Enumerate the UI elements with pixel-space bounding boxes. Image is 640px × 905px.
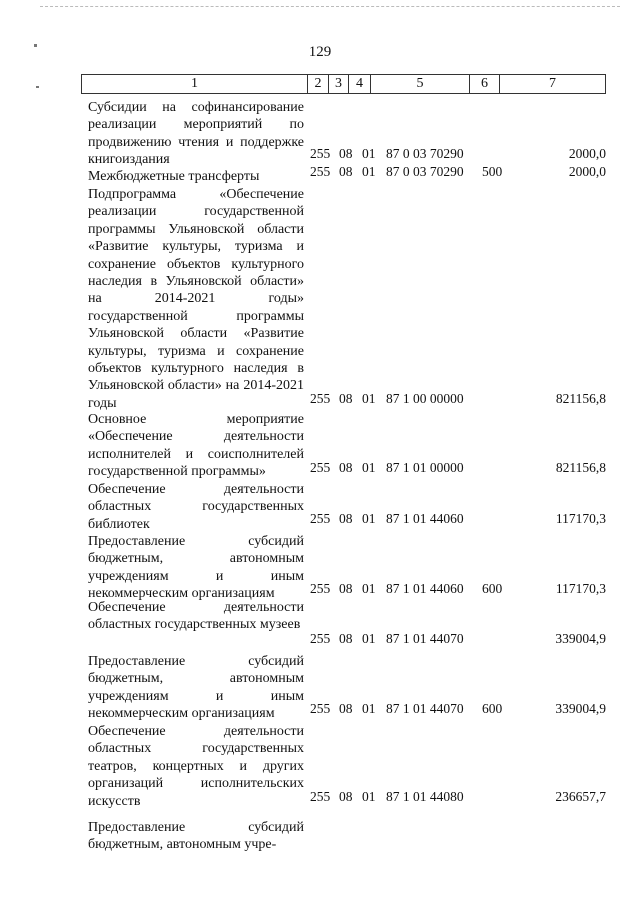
row-codes (310, 460, 512, 476)
row-codes (310, 146, 512, 162)
row-name: Обеспечение деятельности областных государственных театров, концертных и других организаций исполнительских искусств (88, 724, 304, 809)
header-col-3: 3 (329, 75, 349, 93)
code-rz: 08 (339, 701, 353, 716)
code-csr: 87 1 01 44080 (386, 789, 464, 804)
row-amount: 339004,9 (555, 701, 606, 716)
code-pr: 01 (362, 581, 376, 596)
code-rz: 08 (339, 631, 353, 646)
row-amount: 2000,0 (568, 146, 606, 161)
header-col-2: 2 (308, 75, 329, 93)
code-rz: 08 (339, 511, 353, 526)
scan-speck (36, 86, 39, 88)
header-col-7: 7 (549, 76, 556, 91)
code-csr: 87 1 01 00000 (386, 460, 464, 475)
row-name: Предоставление субсидий бюджетным, автономным учре- (88, 820, 304, 853)
code-rz: 08 (339, 460, 353, 475)
code-gr: 255 (310, 391, 331, 406)
code-csr: 87 1 01 44060 (386, 581, 464, 596)
code-gr: 255 (310, 164, 331, 179)
code-csr: 87 1 01 44070 (386, 701, 464, 716)
row-name: Межбюджетные трансферты (88, 169, 260, 184)
code-pr: 01 (362, 789, 376, 804)
row-name: Подпрограмма «Обеспечение реализации государственной программы Ульяновской области «Развитие культуры, туризма и сохранение объектов культурного наследия в Ульяновской области» на 2014-2021 годы» государственной программы Ульяновской области «Развитие культуры, туризма и сохранение объектов культурного наследия в Ульяновской области» на 2014-2021 годы (88, 187, 304, 411)
header-col-5: 5 (371, 75, 470, 93)
code-rz: 08 (339, 789, 353, 804)
scan-edge-line (40, 6, 620, 7)
row-amount: 117170,3 (555, 511, 606, 526)
code-pr: 01 (362, 511, 376, 526)
row-amount: 2000,0 (568, 164, 606, 179)
row-amount: 821156,8 (555, 391, 606, 406)
code-pr: 01 (362, 460, 376, 475)
table-header (81, 74, 606, 94)
code-pr: 01 (362, 146, 376, 161)
code-gr: 255 (310, 581, 331, 596)
code-pr: 01 (362, 701, 376, 716)
row-name: Предоставление субсидий бюджетным, автономным учреждениям и иным некоммерческим организациям (88, 534, 304, 602)
header-col-4: 4 (349, 75, 371, 93)
code-gr: 255 (310, 701, 331, 716)
code-pr: 01 (362, 164, 376, 179)
code-csr: 87 1 00 00000 (386, 391, 464, 406)
row-codes (310, 581, 512, 597)
row-name: Субсидии на софинансирование реализации мероприятий по продвижению чтения и поддержке книгоиздания (88, 100, 304, 168)
code-csr: 87 0 03 70290 (386, 146, 464, 161)
header-col-6: 6 (470, 75, 500, 93)
row-name: Обеспечение деятельности областных государственных библиотек (88, 482, 304, 532)
code-gr: 255 (310, 460, 331, 475)
code-gr: 255 (310, 511, 331, 526)
code-vr: 600 (482, 581, 503, 596)
row-codes (310, 511, 512, 527)
code-pr: 01 (362, 391, 376, 406)
page-number: 129 (308, 44, 332, 60)
code-vr: 600 (482, 701, 503, 716)
row-amount: 339004,9 (555, 631, 606, 646)
row-codes (310, 164, 512, 180)
row-codes (310, 701, 512, 717)
code-rz: 08 (339, 146, 353, 161)
row-codes (310, 789, 512, 805)
row-name: Обеспечение деятельности областных государственных музеев (88, 600, 304, 633)
code-csr: 87 1 01 44060 (386, 511, 464, 526)
code-rz: 08 (339, 391, 353, 406)
row-amount: 117170,3 (555, 581, 606, 596)
code-vr: 500 (482, 164, 503, 179)
row-codes (310, 631, 512, 647)
row-name: Предоставление субсидий бюджетным, автономным учреждениям и иным некоммерческим организациям (88, 654, 304, 722)
code-gr: 255 (310, 631, 331, 646)
code-gr: 255 (310, 146, 331, 161)
row-amount: 236657,7 (555, 789, 606, 804)
row-name: Основное мероприятие «Обеспечение деятельности исполнителей и соисполнителей государственной программы» (88, 412, 304, 480)
code-rz: 08 (339, 164, 353, 179)
header-col-1: 1 (82, 75, 308, 93)
row-amount: 821156,8 (555, 460, 606, 475)
code-csr: 87 0 03 70290 (386, 164, 464, 179)
code-csr: 87 1 01 44070 (386, 631, 464, 646)
code-rz: 08 (339, 581, 353, 596)
code-gr: 255 (310, 789, 331, 804)
row-codes (310, 391, 512, 407)
code-pr: 01 (362, 631, 376, 646)
